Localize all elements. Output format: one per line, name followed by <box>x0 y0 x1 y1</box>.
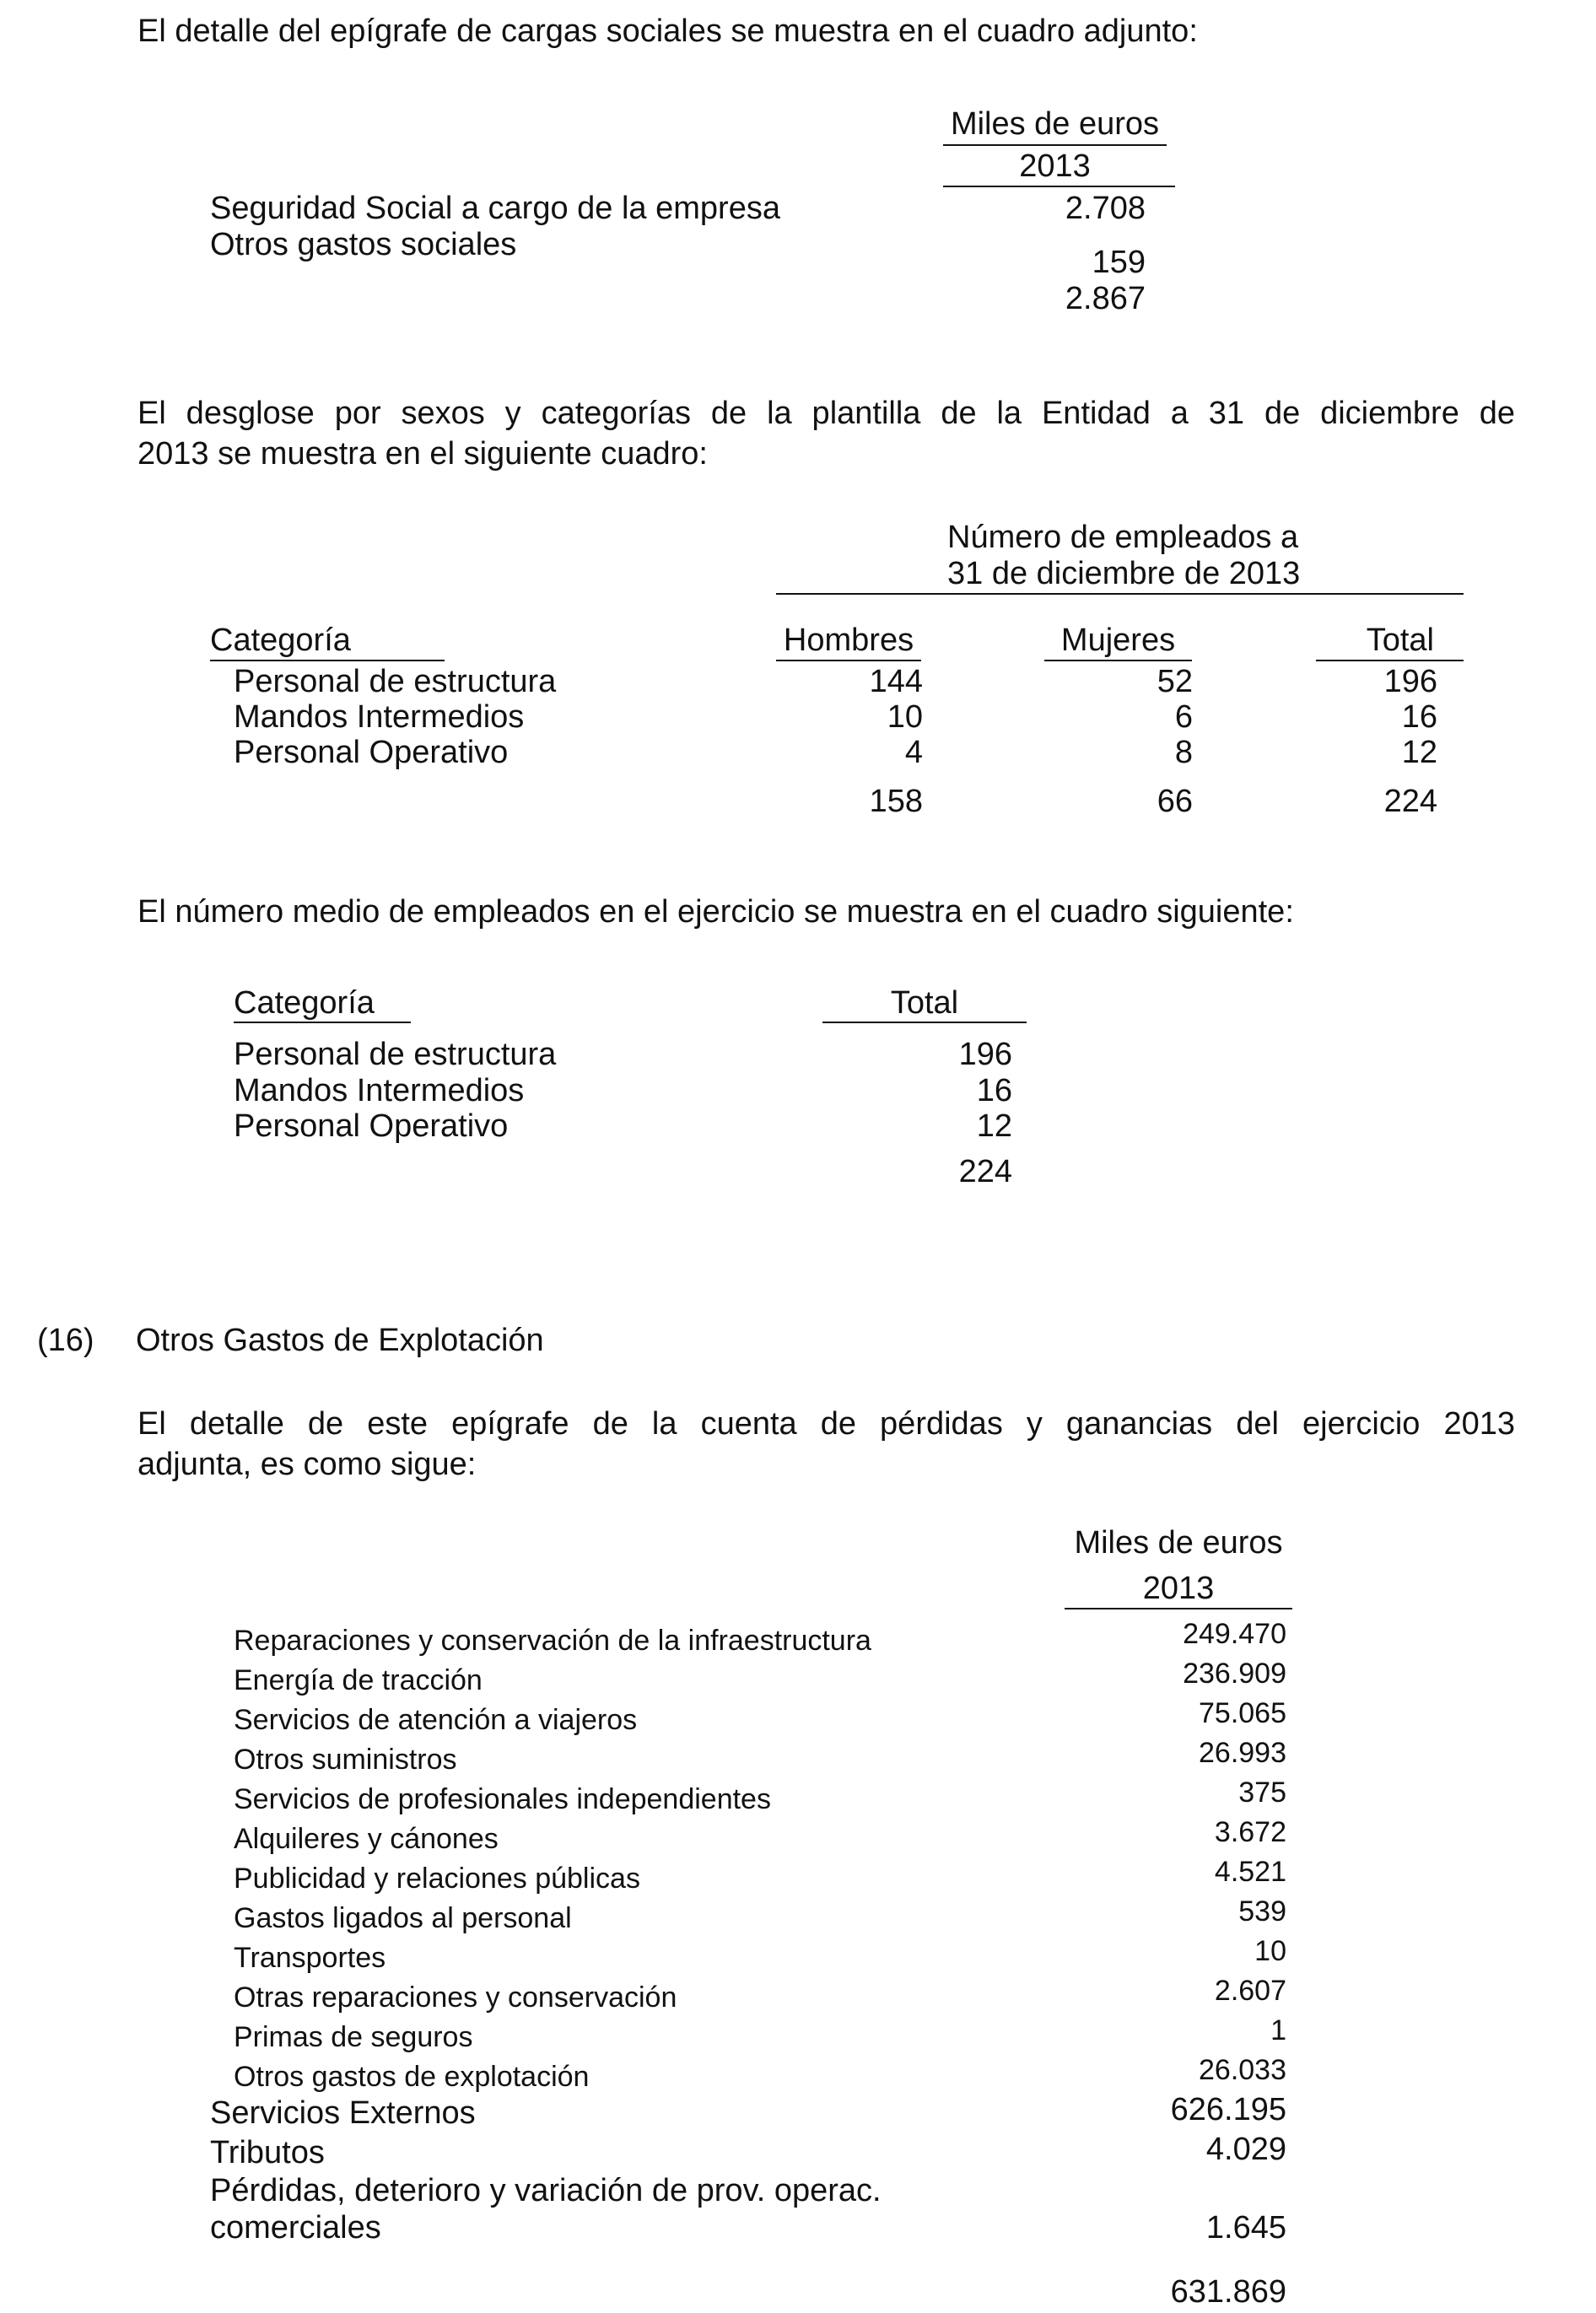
plantilla-row-hombres: 10 <box>887 699 923 735</box>
gasto-label: Servicios de atención a viajeros <box>234 1704 638 1736</box>
plantilla-row-hombres: 4 <box>904 735 923 770</box>
medio-row-total: 12 <box>976 1108 1012 1144</box>
medio-row-label: Mandos Intermedios <box>234 1073 525 1108</box>
plantilla-col-total: Total <box>1366 623 1434 658</box>
gasto-label: Otros suministros <box>234 1744 457 1776</box>
tributos-value: 4.029 <box>1205 2132 1286 2167</box>
section-grand-total: 631.869 <box>1170 2274 1286 2310</box>
medio-categoria-rule <box>234 1022 411 1023</box>
section-number: (16) <box>37 1323 94 1358</box>
cargas-row-label: Seguridad Social a cargo de la empresa <box>210 191 780 226</box>
gasto-value: 2.607 <box>1214 1975 1286 2007</box>
gasto-label: Servicios de profesionales independientes <box>234 1783 771 1815</box>
section-year-rule <box>1065 1608 1292 1609</box>
section-intro-line2: adjunta, es como sigue: <box>137 1447 477 1482</box>
gasto-value: 75.065 <box>1199 1697 1286 1729</box>
gasto-value: 4.521 <box>1214 1856 1286 1888</box>
section-year-header: 2013 <box>1142 1571 1215 1606</box>
plantilla-row-label: Personal de estructura <box>234 664 557 699</box>
plantilla-intro-line2: 2013 se muestra en el siguiente cuadro: <box>137 436 708 472</box>
medio-row-label: Personal Operativo <box>234 1108 509 1144</box>
medio-row-total: 196 <box>958 1037 1012 1072</box>
plantilla-row-total: 16 <box>1401 699 1437 735</box>
medio-col-categoria: Categoría <box>234 985 375 1021</box>
cargas-total: 2.867 <box>1065 281 1146 316</box>
section-title: Otros Gastos de Explotación <box>136 1323 544 1358</box>
medio-grand-total: 224 <box>958 1154 1012 1189</box>
plantilla-total-hombres: 158 <box>869 784 923 819</box>
servicios-externos-label: Servicios Externos <box>210 2095 476 2131</box>
plantilla-row-hombres: 144 <box>869 664 923 699</box>
gasto-value: 249.470 <box>1183 1618 1286 1650</box>
gasto-value: 539 <box>1238 1895 1286 1928</box>
plantilla-row-mujeres: 52 <box>1157 664 1193 699</box>
gasto-value: 236.909 <box>1183 1658 1286 1690</box>
cargas-row-label: Otros gastos sociales <box>210 227 517 262</box>
gasto-value: 26.993 <box>1199 1737 1286 1769</box>
plantilla-header-rule <box>776 593 1464 595</box>
plantilla-total-total: 224 <box>1383 784 1437 819</box>
plantilla-intro-line1: El desglose por sexos y categorías de la plantilla de la Entidad a 31 de diciembre de <box>137 396 1515 431</box>
plantilla-mujeres-rule <box>1044 660 1192 661</box>
gasto-label: Reparaciones y conservación de la infraestructura <box>234 1625 871 1657</box>
medio-total-rule <box>822 1022 1027 1023</box>
cargas-row-value: 2.708 <box>1065 191 1146 226</box>
perdidas-label-line1: Pérdidas, deterioro y variación de prov. operac. <box>210 2173 882 2208</box>
gasto-value: 1 <box>1270 2014 1286 2046</box>
plantilla-row-mujeres: 8 <box>1174 735 1193 770</box>
gasto-value: 10 <box>1254 1935 1286 1967</box>
gasto-label: Otras reparaciones y conservación <box>234 1981 677 2014</box>
gasto-label: Publicidad y relaciones públicas <box>234 1863 640 1895</box>
cargas-unit-header: Miles de euros <box>950 106 1160 142</box>
gasto-label: Alquileres y cánones <box>234 1823 499 1855</box>
medio-row-label: Personal de estructura <box>234 1037 557 1072</box>
gasto-label: Energía de tracción <box>234 1664 483 1696</box>
cargas-row-value: 159 <box>1092 245 1146 280</box>
cargas-unit-rule <box>943 144 1167 146</box>
gasto-value: 3.672 <box>1214 1816 1286 1848</box>
cargas-intro: El detalle del epígrafe de cargas sociales se muestra en el cuadro adjunto: <box>137 13 1198 49</box>
gasto-label: Otros gastos de explotación <box>234 2061 590 2093</box>
section-unit-header: Miles de euros <box>1074 1525 1283 1561</box>
gasto-label: Gastos ligados al personal <box>234 1902 572 1934</box>
gasto-label: Transportes <box>234 1942 386 1974</box>
section-intro-line1: El detalle de este epígrafe de la cuenta de pérdidas y ganancias del ejercicio 2013 <box>137 1406 1515 1442</box>
plantilla-row-total: 196 <box>1383 664 1437 699</box>
plantilla-row-mujeres: 6 <box>1174 699 1193 735</box>
plantilla-row-total: 12 <box>1401 735 1437 770</box>
plantilla-hombres-rule <box>776 660 921 661</box>
cargas-year-rule <box>943 186 1175 187</box>
servicios-externos-value: 626.195 <box>1170 2092 1286 2127</box>
medio-col-total: Total <box>890 985 959 1021</box>
perdidas-value: 1.645 <box>1205 2210 1286 2246</box>
plantilla-header-line1: Número de empleados a <box>947 520 1299 555</box>
plantilla-col-mujeres: Mujeres <box>1060 623 1176 658</box>
plantilla-total-mujeres: 66 <box>1157 784 1193 819</box>
tributos-label: Tributos <box>210 2135 325 2170</box>
plantilla-header-line2: 31 de diciembre de 2013 <box>947 556 1301 591</box>
plantilla-categoria-rule <box>210 660 445 661</box>
plantilla-col-categoria: Categoría <box>210 623 351 658</box>
gasto-value: 26.033 <box>1199 2054 1286 2086</box>
gasto-label: Primas de seguros <box>234 2021 473 2053</box>
perdidas-label-line2: comerciales <box>210 2210 381 2246</box>
plantilla-row-label: Mandos Intermedios <box>234 699 525 735</box>
plantilla-total-rule <box>1316 660 1464 661</box>
plantilla-col-hombres: Hombres <box>783 623 914 658</box>
gasto-value: 375 <box>1238 1777 1286 1809</box>
medio-row-total: 16 <box>976 1073 1012 1108</box>
plantilla-row-label: Personal Operativo <box>234 735 509 770</box>
medio-intro: El número medio de empleados en el ejercicio se muestra en el cuadro siguiente: <box>137 894 1294 930</box>
cargas-year-header: 2013 <box>1019 148 1091 184</box>
